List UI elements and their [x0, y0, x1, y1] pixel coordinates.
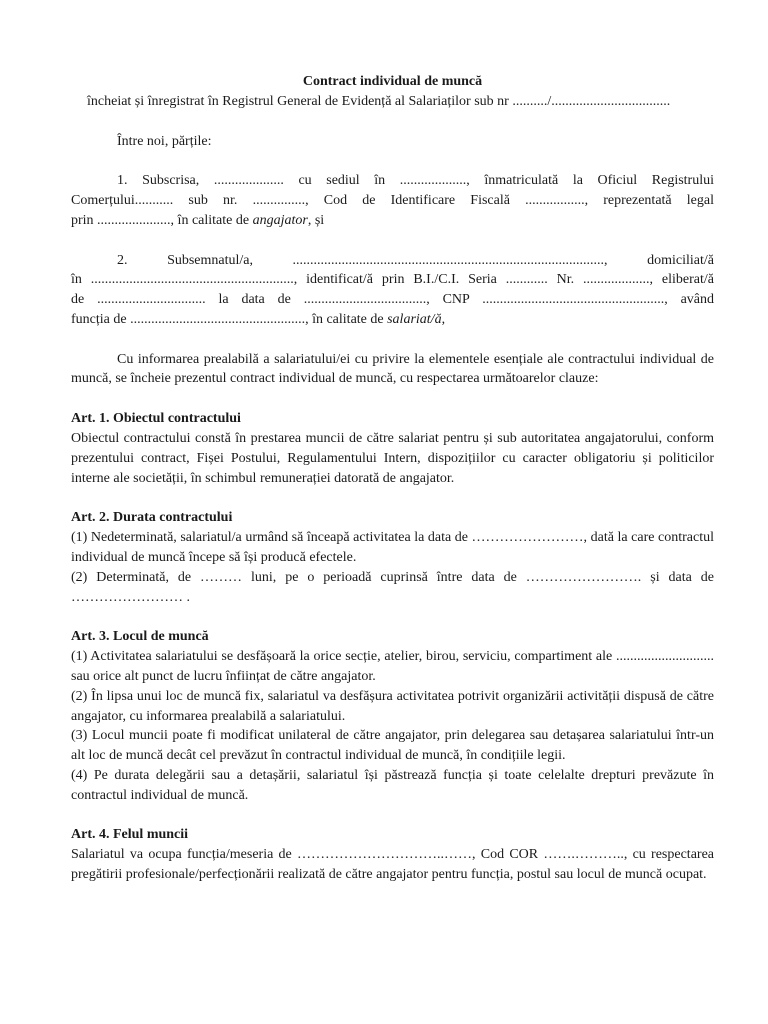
article-heading: Art. 3. Locul de muncă	[71, 629, 209, 645]
party-2-block	[71, 251, 714, 330]
article-paragraph: (2) Determinată, de ……… luni, pe o perioadă cuprinsă între data de ……………………. și data de …………………… .	[71, 569, 714, 605]
article-heading: Art. 4. Felul muncii	[71, 827, 189, 843]
party2-line3: de ............................... la data de ..................................., CNP ...................................................., având	[71, 292, 714, 308]
party1-line2: Comerțului........... sub nr. ..............., Cod de Identificare Fiscală ................., reprezentată legal	[71, 193, 714, 209]
party2-role: salariat/ă	[387, 311, 442, 327]
party1-line1: 1. Subscrisa, .................... cu sediul în ..................., înmatriculată la Oficiul Registrului	[117, 173, 714, 189]
article-paragraph: (1) Nedeterminată, salariatul/a urmând să înceapă activitatea la data de ……………………, dată la care contractul individual de muncă începe să își producă efectele.	[71, 530, 714, 565]
intro-clauses: Cu informarea prealabilă a salariatului/ei cu privire la elementele esențiale ale contractului individual de muncă, se încheie prezentul contract individual de muncă, cu respectarea următoarelor clauze:	[71, 351, 714, 387]
party-1-block	[71, 171, 714, 230]
parties-intro: Între noi, părțile:	[117, 133, 212, 149]
party1-role: angajator	[252, 212, 308, 228]
article-paragraph: (2) În lipsa unui loc de muncă fix, salariatul va desfășura activitatea potrivit organizării activității dispusă de către angajator, cu informarea prealabilă a salariatului.	[71, 688, 714, 724]
document-subtitle: încheiat și înregistrat în Registrul General de Evidență al Salariaților sub nr ........../..................................	[87, 94, 671, 109]
article-paragraph: (4) Pe durata delegării sau a detașării, salariatul își păstrează funcția și toate celelalte drepturi prevăzute în contractul individual de muncă.	[71, 767, 714, 803]
document-title: Contract individual de muncă	[302, 74, 483, 89]
article-paragraph: (3) Locul muncii poate fi modificat unilateral de către angajator, prin delegarea sau detașarea salariatului într-un alt loc de muncă decât cel prevăzut în contractul individual de muncă, în condițiile legii.	[71, 728, 714, 764]
article-3	[71, 627, 714, 805]
article-heading: Art. 2. Durata contractului	[71, 510, 233, 526]
article-2	[71, 508, 714, 607]
party2-line4: funcția de .................................................., în calitate de salariat/ă,	[71, 311, 446, 327]
party2-line1: 2. Subsemnatul/a, ........................................................................................., domiciliat/ă	[117, 252, 714, 268]
article-1	[71, 409, 714, 488]
article-paragraph: (1) Activitatea salariatului se desfășoară la orice secție, atelier, birou, serviciu, compartiment ale ............................ sau orice alt punct de lucru înființat de către angajator.	[71, 649, 714, 684]
contract-page	[71, 72, 714, 885]
party1-line3: prin ....................., în calitate de angajator, și	[71, 212, 325, 228]
article-4	[71, 825, 714, 885]
article-paragraph: Salariatul va ocupa funcția/meseria de …………………………..……, Cod COR …….……….., cu respectarea pregătirii profesionale/perfecționării realizată de către angajator pentru funcția, postul sau locul de muncă ocupat.	[71, 847, 714, 883]
article-heading: Art. 1. Obiectul contractului	[71, 410, 241, 426]
party2-line2: în .........................................................., identificat/ă prin B.I./C.I. Seria ............ Nr. ..................., eliberat/ă	[71, 272, 714, 288]
article-paragraph: Obiectul contractului constă în prestarea muncii de către salariat pentru și sub autoritatea angajatorului, conform prezentului contract, Fișei Postului, Regulamentului Intern, dispozițiilor cu caracter obligatoriu și politicilor interne ale societății, în schimbul remunerației datorată de angajator.	[71, 430, 714, 486]
